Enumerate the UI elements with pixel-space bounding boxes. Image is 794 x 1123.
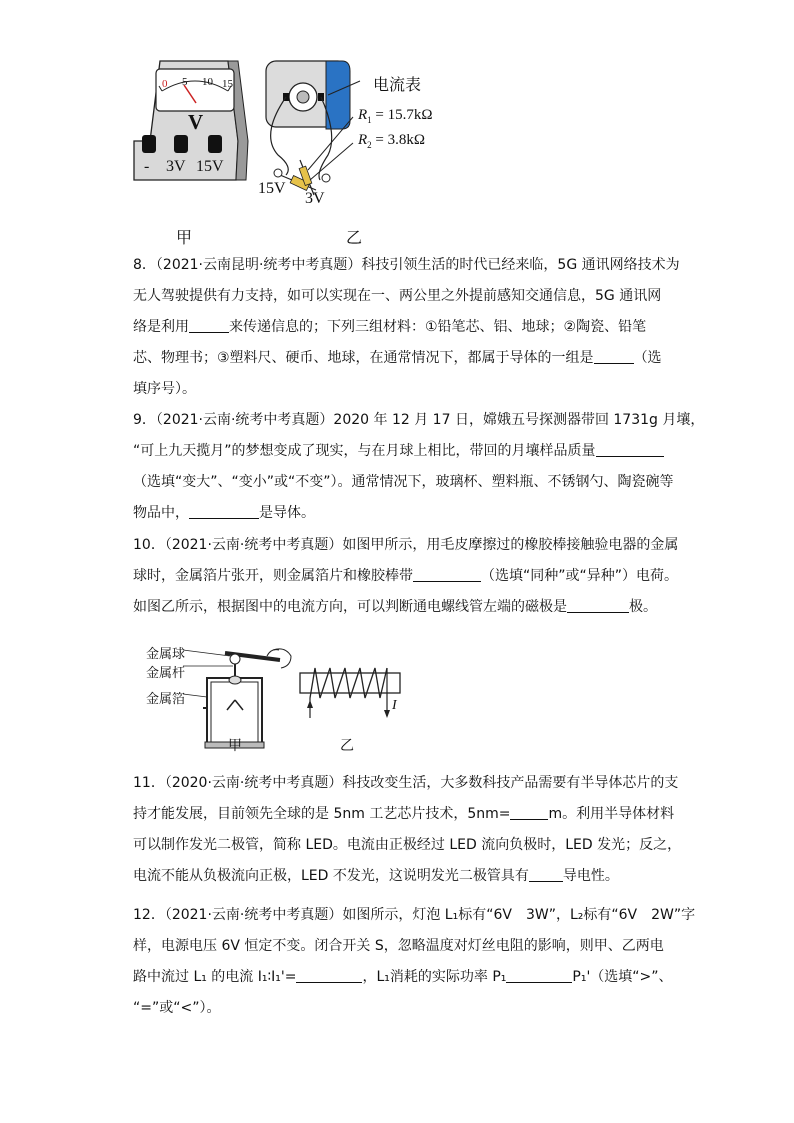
q10-blank1[interactable] [413, 565, 481, 582]
label-current-i: I [392, 698, 397, 713]
q11-line3: 可以制作发光二极管，简称 LED。电流由正极经过 LED 流向负极时，LED 发光；反之， [133, 837, 682, 853]
q11-blank2[interactable] [529, 865, 563, 882]
r2-label: $R_2 = 3.8k\Omega$ [358, 132, 426, 150]
voltmeter-symbol: V [188, 110, 204, 134]
q8-line4: 芯、物理书；③塑料尺、硬币、地球，在通常情况下，都属于导体的一组是 （选 [133, 343, 668, 374]
terminal-3v: 3V [166, 158, 186, 175]
scale-0: 0 [162, 78, 168, 90]
q9-line3: （选填“变大”、“变小”或“不变”）。通常情况下，玻璃杯、塑料瓶、不锈钢勺、陶瓷碗等 [133, 474, 674, 490]
q10-line3: 如图乙所示，根据图中的电流方向，可以判断通电螺线管左端的磁极是 极。 [133, 592, 668, 623]
q11-line2: 持才能发展，目前领先全球的是 5nm 工艺芯片技术，5nm= m。利用半导体材料 [133, 799, 668, 830]
label-metal-foil: 金属箔 [146, 692, 186, 707]
q9-line1: 9．（2021·云南·统考中考真题）2020 年 12 月 17 日，嫦娥五号探测器带回 1731g 月壤， [133, 412, 705, 428]
q10-line2: 球时，金属箔片张开，则金属箔片和橡胶棒带 （选填“同种”或“异种”）电荷。 [133, 561, 668, 592]
question-11 [133, 768, 682, 892]
q11-line1: 11．（2020·云南·统考中考真题）科技改变生活，大多数科技产品需要有半导体芯片的支 [133, 775, 679, 791]
caption-yi-top: 乙 [346, 228, 363, 247]
terminal-posts-group [142, 135, 222, 153]
q11-line4: 电流不能从负极流向正极，LED 不发光，这说明发光二极管具有 导电性。 [133, 861, 668, 892]
question-9 [133, 405, 705, 529]
q12-line4: “=”或“<”）。 [133, 1000, 221, 1016]
figure-electroscope [145, 638, 415, 763]
caption-yi-mid: 乙 [340, 738, 354, 754]
caption-jia-top: 甲 [176, 228, 193, 247]
q9-line4: 物品中， 是导体。 [133, 498, 668, 529]
q8-blank1[interactable] [189, 316, 229, 333]
q11-blank1[interactable] [510, 803, 548, 820]
q8-line1: 8．（2021·云南昆明·统考中考真题）科技引领生活的时代已经来临，5G 通讯网络技术为 [133, 257, 680, 273]
q10-line1: 10．（2021·云南·统考中考真题）如图甲所示，用毛皮摩擦过的橡胶棒接触验电器的金属 [133, 537, 679, 553]
q9-blank2[interactable] [189, 502, 259, 519]
q9-blank1[interactable] [596, 440, 664, 457]
q10-blank2[interactable] [567, 596, 629, 613]
terminal-minus: - [144, 158, 150, 175]
q8-blank2[interactable] [594, 347, 634, 364]
terminal-15v: 15V [196, 158, 224, 175]
q12-line2: 样，电源电压 6V 恒定不变。闭合开关 S，忽略温度对灯丝电阻的影响，则甲、乙两电 [133, 938, 664, 954]
question-8 [133, 250, 680, 405]
q8-line5: 填序号）。 [133, 381, 196, 397]
q12-line1: 12．（2021·云南·统考中考真题）如图所示，灯泡 L₁标有“6V 3W”，L₂标有“6V 2W”字 [133, 907, 696, 923]
q8-line3: 络是利用 来传递信息的；下列三组材料：①铅笔芯、铝、地球；②陶瓷、铅笔 [133, 312, 668, 343]
scale-5: 5 [182, 76, 188, 88]
terminal-3v-label: 3V [305, 190, 325, 207]
q12-blank2[interactable] [506, 966, 572, 983]
q8-line2: 无人驾驶提供有力支持，如可以实现在一、两公里之外提前感知交通信息，5G 通讯网 [133, 288, 662, 304]
question-12 [133, 900, 696, 1024]
q12-blank1[interactable] [296, 966, 362, 983]
scale-15: 15 [222, 78, 233, 90]
q9-line2: “可上九天揽月”的梦想变成了现实，与在月球上相比，带回的月壤样品质量 [133, 436, 668, 467]
electroscope-drawing [145, 638, 415, 763]
scale-10: 10 [202, 76, 213, 88]
caption-jia-mid: 甲 [228, 738, 242, 754]
label-metal-ball: 金属球 [146, 647, 186, 662]
terminal-15v-label: 15V [258, 180, 286, 197]
question-10 [133, 530, 679, 623]
r1-label: $R_1 = 15.7k\Omega$ [358, 107, 433, 125]
q12-line3: 路中流过 L₁ 的电流 I₁∶I₁'= ，L₁消耗的实际功率 P₁ P₁'（选填“>”、 [133, 962, 668, 993]
ammeter-label: 电流表 [373, 75, 422, 94]
label-metal-rod: 金属杆 [146, 666, 186, 681]
